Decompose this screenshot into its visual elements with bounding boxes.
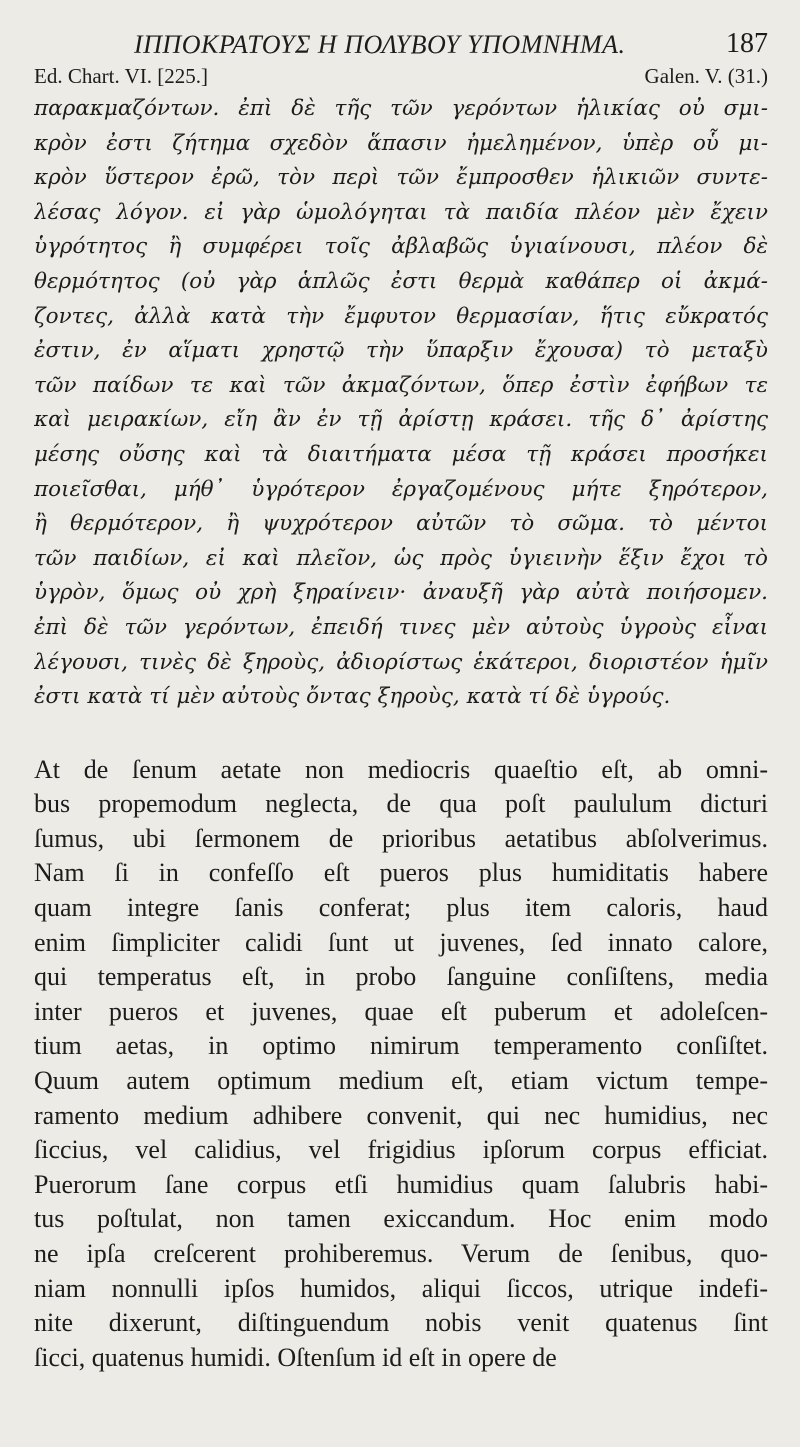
greek-text-line: ὑγρὸν, ὅμως οὐ χρὴ ξηραίνειν· ἀναυξῆ γὰρ αὐτὰ ποιήσομεν. (34, 580, 768, 606)
latin-text-line: ne ipſa creſcerent prohiberemus. Verum de ſenibus, quo- (34, 1239, 768, 1268)
latin-text-line: niam nonnulli ipſos humidos, aliqui ſiccos, utrique indefi- (34, 1273, 768, 1303)
greek-text-line: λέσας λόγον. εἰ γὰρ ὡμολόγηται τὰ παιδία πλέον μὲν ἔχειν (34, 199, 768, 225)
greek-text-line: παρακμαζόντων. ἐπὶ δὲ τῆς τῶν γερόντων ἡλικίας οὐ σμι- (34, 96, 768, 121)
greek-text-line: ποιεῖσθαι, μήθ᾽ ὑγρότερον ἐργαζομένους μήτε ξηρότερον, (34, 476, 768, 502)
greek-text-line: τῶν παιδίων, εἰ καὶ πλεῖον, ὡς πρὸς ὑγιεινὴν ἕξιν ἔχοι τὸ (34, 545, 768, 571)
greek-text-line: ἢ θερμότερον, ἢ ψυχρότερον αὐτῶν τὸ σῶμα. τὸ μέντοι (34, 511, 768, 537)
latin-text-line: Puerorum ſane corpus etſi humidius quam ſalubris habi- (34, 1169, 768, 1199)
latin-text-line: ſicci, quatenus humidi. Oſtenſum id eſt in opere de (34, 1342, 557, 1372)
latin-text-line: nite dixerunt, diſtinguendum nobis venit quatenus ſint (34, 1308, 768, 1338)
latin-text-line: Nam ſi in confeſſo eſt pueros plus humiditatis habere (34, 858, 768, 888)
latin-text-block (34, 753, 768, 1376)
galen-edition-ref: Galen. V. (31.) (644, 64, 768, 88)
greek-text-line: ἐπὶ δὲ τῶν γερόντων, ἐπειδή τινες μὲν αὐτοὺς ὑγροὺς εἶναι (34, 614, 768, 640)
greek-text-line: καὶ μειρακίων, εἴη ἂν ἐν τῇ ἀρίστῃ κράσει. τῆς δ᾽ ἀρίστης (34, 407, 768, 433)
greek-text-line: ἐστιν, ἐν αἵματι χρηστῷ τὴν ὕπαρξιν ἔχουσα) τὸ μεταξὺ (34, 338, 768, 364)
latin-text-line: ſiccius, vel calidius, vel frigidius ipſorum corpus efficiat. (34, 1135, 768, 1165)
greek-text-line: κρὸν ὕστερον ἐρῶ, τὸν περὶ τῶν ἔμπροσθεν ἡλικιῶν συντε- (34, 165, 768, 191)
running-title: ΙΠΠΟΚΡΑΤΟΥΣ Η ΠΟΛΥΒΟΥ ΥΠΟΜΝΗΜΑ. (134, 30, 626, 59)
latin-text-line: Quum autem optimum medium eſt, etiam victum tempe- (34, 1066, 768, 1096)
latin-text-line: inter pueros et juvenes, quae eſt puberum et adoleſcen- (34, 996, 768, 1026)
latin-text-line: bus propemodum neglecta, de qua poſt paululum dicturi (34, 789, 768, 819)
greek-text-line: λέγουσι, τινὲς δὲ ξηροὺς, ἀδιορίστως ἑκάτεροι, διοριστέον ἡμῖν (34, 649, 768, 675)
latin-text-line: quam integre ſanis conferat; plus item caloris, haud (34, 893, 768, 923)
latin-text-line: qui temperatus eſt, in probo ſanguine conſiſtens, media (34, 962, 768, 992)
latin-text-line: At de ſenum aetate non mediocris quaeſtio eſt, ab omni- (34, 754, 768, 784)
edition-references (34, 64, 768, 92)
greek-text-line: θερμότητος (οὐ γὰρ ἁπλῶς ἐστι θερμὰ καθάπερ οἱ ἀκμά- (34, 268, 768, 294)
greek-text-line: ὑγρότητος ἢ συμφέρει τοῖς ἀβλαβῶς ὑγιαίνουσι, πλέον δὲ (34, 234, 768, 260)
latin-text-line: tium aetas, in optimo nimirum temperamento conſiſtet. (34, 1031, 768, 1061)
greek-text-line: κρὸν ἐστι ζήτημα σχεδὸν ἅπασιν ἠμελημένον, ὑπὲρ οὗ μι- (34, 130, 768, 156)
greek-text-line: ζοντες, ἀλλὰ κατὰ τὴν ἔμφυτον θερμασίαν, ἥτις εὔκρατός (34, 303, 768, 329)
page-header (34, 28, 768, 64)
latin-text-line: ſumus, ubi ſermonem de prioribus aetatibus abſolverimus. (34, 823, 768, 853)
greek-text-line: τῶν παίδων τε καὶ τῶν ἀκμαζόντων, ὅπερ ἐστὶν ἐφήβων τε (34, 372, 768, 398)
greek-text-line: ἐστι κατὰ τί μὲν αὐτοὺς ὄντας ξηροὺς, κατὰ τί δὲ ὑγρούς. (34, 684, 671, 710)
page-number: 187 (726, 28, 768, 59)
latin-text-line: enim ſimpliciter calidi ſunt ut juvenes, ſed innato calore, (34, 927, 768, 957)
latin-text-line: tus poſtulat, non tamen exiccandum. Hoc enim modo (34, 1204, 768, 1234)
chartier-edition-ref: Ed. Chart. VI. [225.] (34, 64, 208, 88)
latin-text-line: ramento medium adhibere convenit, qui nec humidius, nec (34, 1100, 768, 1130)
greek-text-block (34, 92, 768, 715)
greek-text-line: μέσης οὔσης καὶ τὰ διαιτήματα μέσα τῇ κράσει προσήκει (34, 441, 768, 467)
